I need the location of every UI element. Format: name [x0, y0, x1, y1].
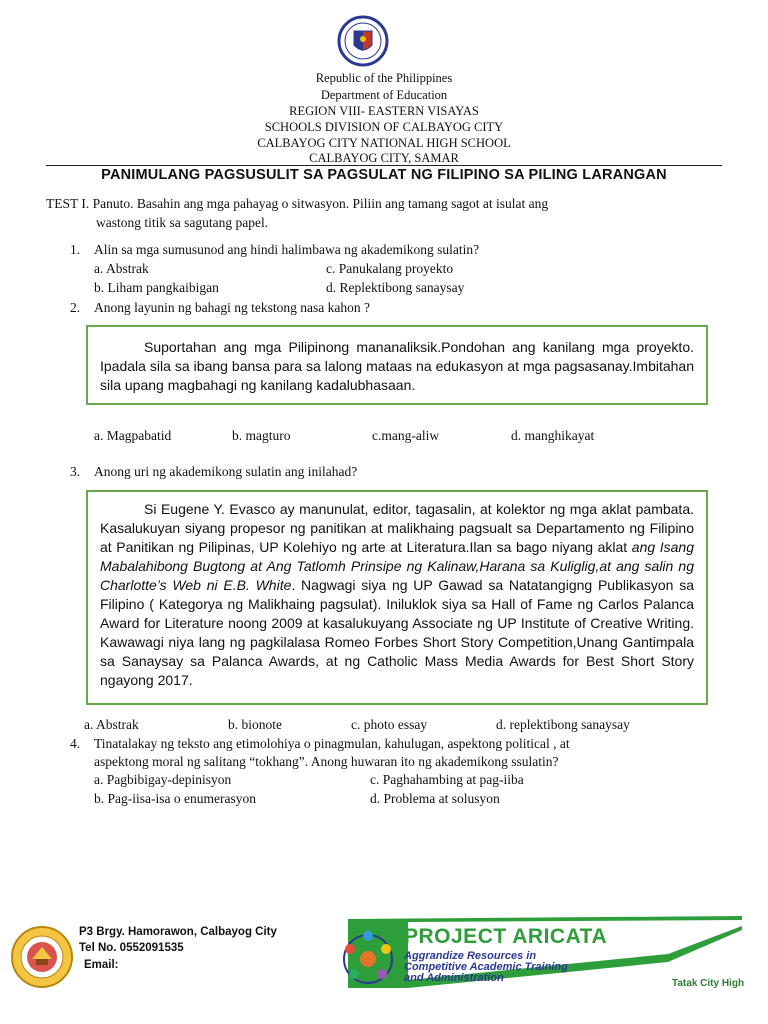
question-1-text: Alin sa mga sumusunod ang hindi halimbawa ng akademikong sulatin?	[94, 242, 480, 257]
footer-address: P3 Brgy. Hamorawon, Calbayog City	[79, 926, 277, 938]
question-2-choice-c: c.mang-aliw	[372, 428, 440, 443]
header-republic: Republic of the Philippines	[315, 71, 453, 85]
question-2-choice-d: d. manghikayat	[511, 428, 595, 443]
header-department: Department of Education	[320, 88, 448, 102]
question-4-choice-c: c. Paghahambing at pag-iiba	[370, 772, 524, 787]
question-3-text: Anong uri ng akademikong sulatin ang inilahad?	[94, 464, 358, 479]
school-seal-logo	[10, 925, 74, 989]
question-3-text-box	[86, 490, 708, 705]
question-1-choice-a: a. Abstrak	[94, 261, 149, 276]
question-2-text-box	[86, 325, 708, 405]
question-3-choice-a: a. Abstrak	[84, 717, 139, 732]
footer-telephone: Tel No. 0552091535	[79, 942, 184, 954]
banner-subtitle-1: Aggrandize Resources in	[404, 950, 537, 962]
question-3-choice-b: b. bionote	[228, 717, 282, 732]
question-3-box-text	[100, 500, 694, 690]
question-2-choice-a: a. Magpabatid	[94, 428, 172, 443]
banner-subtitle-3: and Administration	[404, 972, 504, 984]
header-city: CALBAYOG CITY, SAMAR	[309, 151, 459, 165]
question-4-choice-a: a. Pagbibigay-depinisyon	[94, 772, 232, 787]
question-4-choice-b: b. Pag-iisa-isa o enumerasyon	[94, 791, 256, 806]
instructions-line1: TEST I. Panuto. Basahin ang mga pahayag o sitwasyon. Piliin ang tamang sagot at isulat ang	[46, 196, 549, 211]
question-4-choice-d: d. Problema at solusyon	[370, 791, 500, 806]
question-2-text: Anong layunin ng bahagi ng tekstong nasa kahon ?	[94, 300, 370, 315]
question-3-box-part2: . Nagwagi siya ng UP Gawad sa Natatangigng Publikasyon sa Filipino ( Kategorya ng Malikhaing pagsulat). Iniluklok siya sa Hall of Fame ng Carlos Palanca Award for Literature noong 2009 at kasalukuyang Associate ng UP Institute of Creative Writing. Kawawagi niya lang ng pagkilalasa Romeo Forbes Short Story Competition,Unang Gantimpala sa Sanaysay sa Palanca Awards, at ng Catholic Mass Media Awards for Best Short Story ngayong 2017.	[100, 577, 694, 688]
question-2-number: 2.	[70, 300, 81, 315]
question-4-line1: Tinatalakay ng teksto ang etimolohiya o pinagmulan, kahulugan, aspektong political , at	[94, 736, 570, 751]
question-4-line2: aspektong moral ng salitang “tokhang”. Anong huwaran ito ng akademikong ssulatin?	[94, 754, 559, 769]
banner-title: PROJECT ARICATA	[404, 925, 608, 948]
banner-subtitle-2: Competitive Academic Training	[404, 961, 568, 973]
header-divider	[46, 165, 722, 166]
question-3-box-italic: ang Isang Mabalahibong Bugtong at Ang Tatlomh Prinsipe ng Kalinaw,Harana sa Kuliglig,at ang salin ng Charlotte’s Web ni E.B. White	[100, 539, 694, 593]
question-1-choice-c: c. Panukalang proyekto	[326, 261, 454, 276]
project-aricata-banner	[338, 914, 756, 996]
question-3-box-part1: Si Eugene Y. Evasco ay manunulat, editor, tagasalin, at kolektor ng mga aklat pambata. Kasalukuyan siyang propesor ng panitikan at malikhaing pagsualt sa Departamento ng Filipino at Panitikan ng Pilipinas, UP Kolehiyo ng arte at Literatura.Ilan sa bago niyang aklat	[100, 501, 694, 555]
question-2-choice-b: b. magturo	[232, 428, 291, 443]
question-1-choice-d: d. Replektibong sanaysay	[326, 280, 465, 295]
header-school: CALBAYOG CITY NATIONAL HIGH SCHOOL	[257, 136, 511, 150]
question-3-choice-c: c. photo essay	[351, 717, 428, 732]
question-3-choice-d: d. replektibong sanaysay	[496, 717, 630, 732]
page-title: PANIMULANG PAGSUSULIT SA PAGSULAT NG FILIPINO SA PILING LARANGAN	[101, 167, 667, 183]
banner-tagline: Tatak City High	[672, 978, 745, 989]
question-1-number: 1.	[70, 242, 81, 257]
header-division: SCHOOLS DIVISION OF CALBAYOG CITY	[264, 120, 504, 134]
question-1-choice-b: b. Liham pangkaibigan	[94, 280, 219, 295]
question-3-number: 3.	[70, 464, 81, 479]
instructions-line2: wastong titik sa sagutang papel.	[96, 215, 269, 230]
question-2-box-text: Suportahan ang mga Pilipinong mananaliksik.Pondohan ang kanilang mga proyekto. Ipadala sila sa ibang bansa para sa lalong mataas na edukasyon at mga pagsasanay.Imbitahan sila upang magbahagi ng kanilang kadalubhasaan.	[100, 339, 694, 393]
question-4-number: 4.	[70, 736, 81, 751]
footer-email-label: Email:	[84, 959, 119, 971]
header-region: REGION VIII- EASTERN VISAYAS	[289, 104, 479, 118]
deped-seal-logo	[328, 15, 398, 67]
